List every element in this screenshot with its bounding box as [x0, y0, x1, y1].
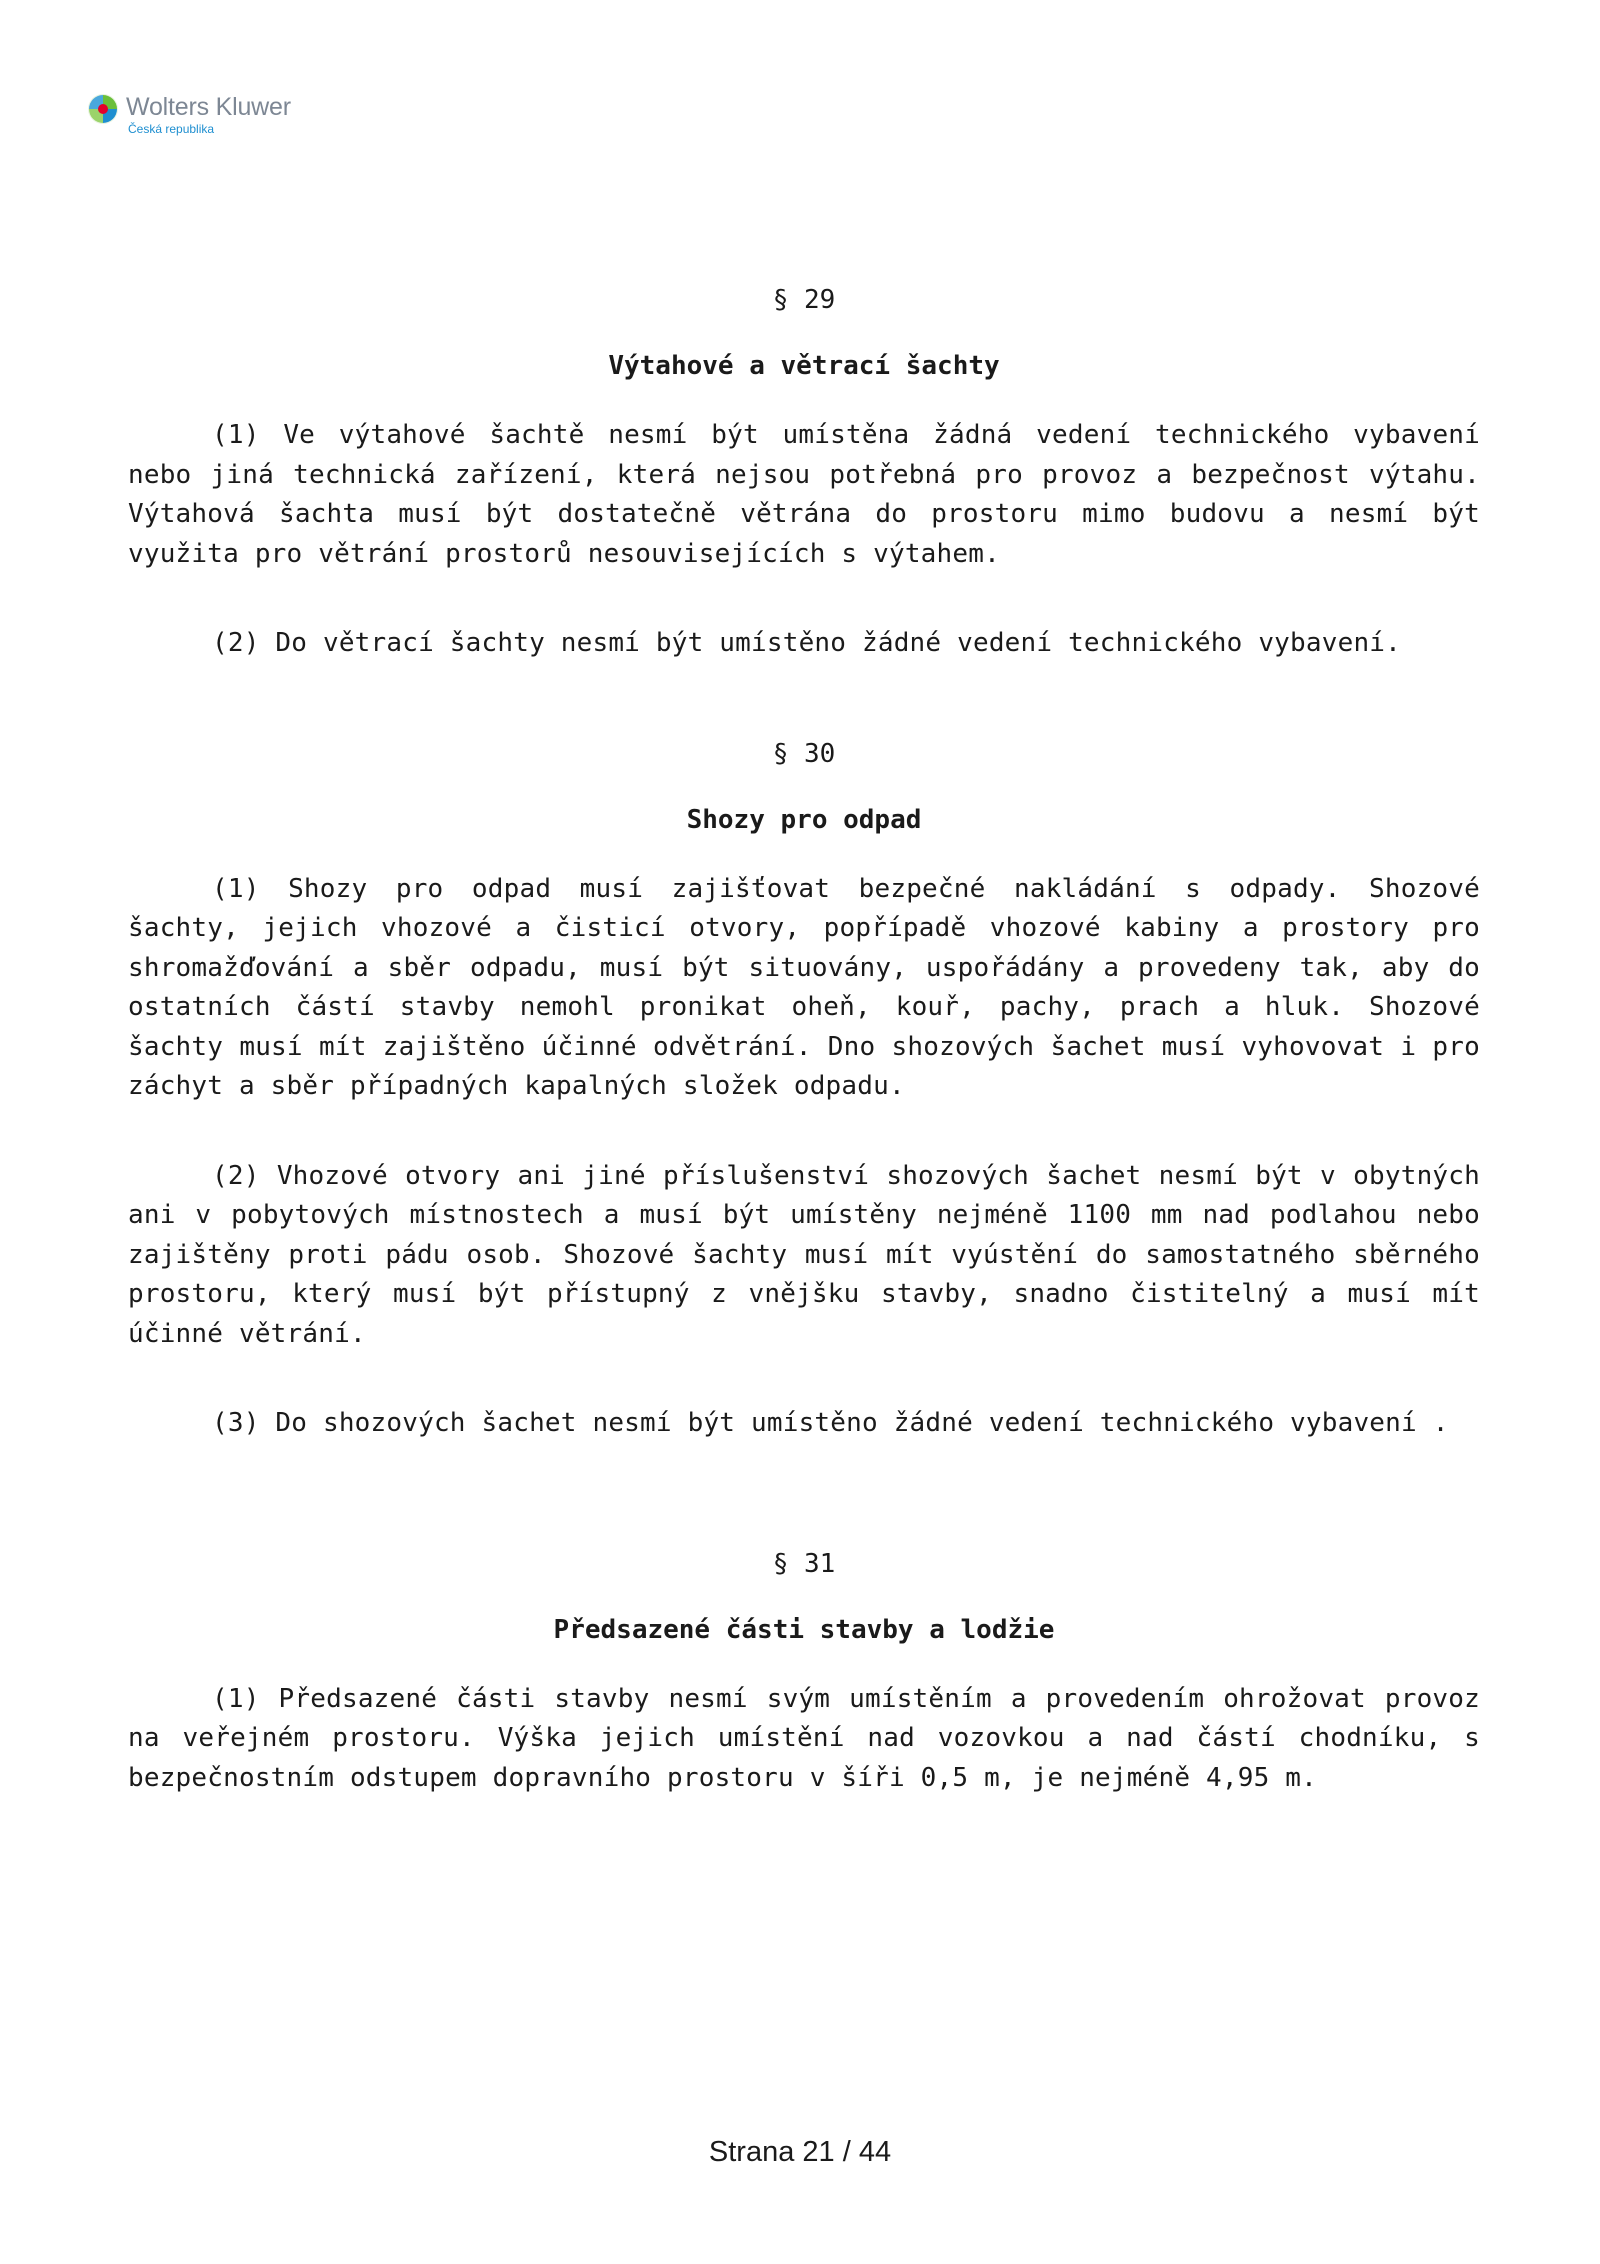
- section-title: Výtahové a větrací šachty: [608, 351, 1000, 381]
- paragraph: (3) Do shozových šachet nesmí být umístěno žádné vedení technického vybavení .: [212, 1408, 1449, 1438]
- section-number: § 29: [772, 285, 836, 315]
- publisher-logo: [86, 92, 291, 136]
- logo-name: Wolters Kluwer: [126, 93, 291, 121]
- section-number: § 31: [772, 1548, 836, 1579]
- section-30: [128, 734, 1480, 1444]
- section-29: [128, 280, 1480, 664]
- paragraph: (2) Do větrací šachty nesmí být umístěno žádné vedení technického vybavení.: [212, 628, 1401, 658]
- paragraph: (1) Ve výtahové šachtě nesmí být umístěna žádná vedení technického vybavení nebo jiná technická zařízení, která nejsou potřebná pro provoz a bezpečnost výtahu. Výtahová šachta musí být dostatečně větrána do prostoru mimo budovu a nesmí být využita pro větrání prostorů nesouvisejících s výtahem.: [128, 420, 1480, 569]
- logo-subtitle: Česká republika: [128, 122, 215, 136]
- wolters-kluwer-logo-icon: [86, 92, 120, 126]
- section-31: [128, 1544, 1480, 1799]
- paragraph: (2) Vhozové otvory ani jiné příslušenství shozových šachet nesmí být v obytných ani v pobytových místnostech a musí být umístěny nejméně 1100 mm nad podlahou nebo zajištěny proti pádu osob. Shozové šachty musí mít vyústění do samostatného sběrného prostoru, který musí být přístupný z vnějšku stavby, snadno čistitelný a musí mít účinné větrání.: [128, 1160, 1480, 1349]
- section-number: § 30: [772, 738, 836, 769]
- paragraph: (1) Předsazené části stavby nesmí svým umístěním a provedením ohrožovat provoz na veřejném prostoru. Výška jejich umístění nad vozovkou a nad částí chodníku, s bezpečnostním odstupem dopravního prostoru v šíři 0,5 m, je nejméně 4,95 m.: [128, 1683, 1480, 1793]
- page-number: Strana 21 / 44: [708, 2136, 892, 2168]
- paragraph: (1) Shozy pro odpad musí zajišťovat bezpečné nakládání s odpady. Shozové šachty, jejich vhozové a čisticí otvory, popřípadě vhozové kabiny a prostory pro shromažďování a sběr odpadu, musí být situovány, uspořádány a provedeny tak, aby do ostatních částí stavby nemohl pronikat oheň, kouř, pachy, prach a hluk. Shozové šachty musí mít zajištěno účinné odvětrání. Dno shozových šachet musí vyhovovat i pro záchyt a sběr případných kapalných složek odpadu.: [128, 873, 1480, 1101]
- document-body: [128, 280, 1480, 1868]
- section-title: Předsazené části stavby a lodžie: [553, 1614, 1055, 1645]
- section-title: Shozy pro odpad: [686, 804, 922, 835]
